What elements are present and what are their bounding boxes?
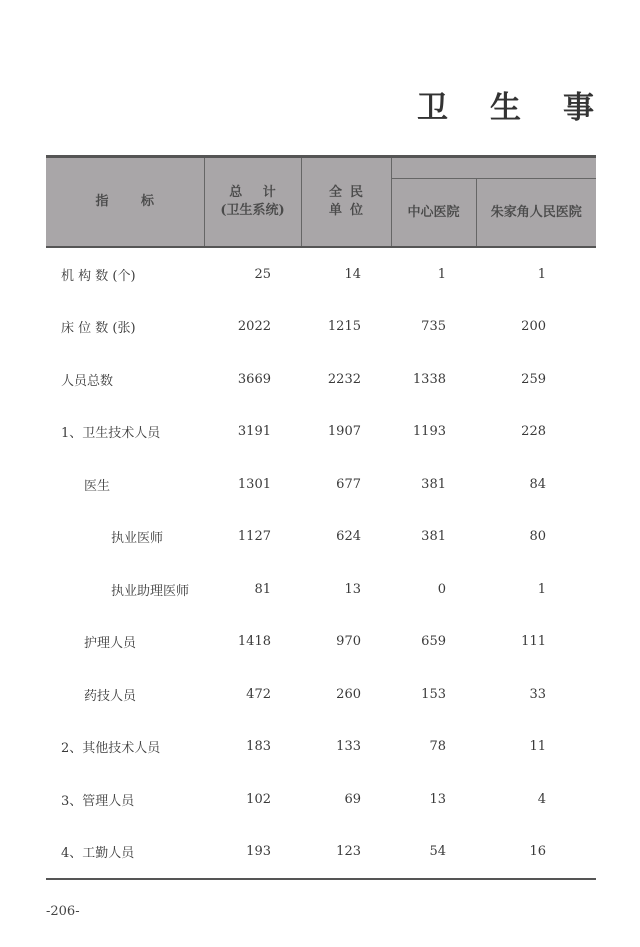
cell-value: 4 bbox=[537, 791, 546, 807]
row-label: 执业医师 bbox=[111, 531, 164, 547]
cell-value: 1301 bbox=[237, 476, 271, 492]
cell-value: 200 bbox=[521, 319, 546, 335]
page-number: -206- bbox=[46, 904, 80, 919]
table-row bbox=[46, 616, 596, 669]
cell-value: 33 bbox=[529, 686, 546, 702]
cell-value: 0 bbox=[437, 581, 446, 597]
header-state-units: 全民 单位 bbox=[301, 157, 391, 248]
row-label: 医生 bbox=[84, 478, 111, 494]
cell-value: 84 bbox=[529, 476, 546, 492]
cell-value: 78 bbox=[429, 739, 446, 755]
heading-char: 卫 bbox=[417, 90, 448, 126]
table-header bbox=[46, 157, 596, 248]
cell-value: 13 bbox=[429, 791, 446, 807]
cell-value: 381 bbox=[421, 529, 446, 545]
table-row bbox=[46, 668, 596, 721]
table-row bbox=[46, 721, 596, 774]
cell-value: 1 bbox=[537, 581, 546, 597]
table-body bbox=[46, 247, 596, 879]
row-label: 3、管理人员 bbox=[61, 793, 135, 809]
row-label: 床 位 数 (张) bbox=[61, 321, 136, 337]
cell-value: 1338 bbox=[412, 371, 446, 387]
heading-char: 生 bbox=[490, 90, 521, 126]
header-indicator: 指 标 bbox=[46, 157, 204, 248]
cell-value: 677 bbox=[336, 476, 361, 492]
health-statistics-table bbox=[46, 155, 596, 880]
cell-value: 54 bbox=[391, 826, 476, 880]
table-row bbox=[46, 406, 596, 459]
row-label: 执业助理医师 bbox=[111, 583, 190, 599]
row-label: 药技人员 bbox=[84, 688, 137, 704]
cell-value: 1127 bbox=[237, 529, 271, 545]
cell-value: 123 bbox=[301, 826, 391, 880]
cell-value: 259 bbox=[521, 371, 546, 387]
table-row bbox=[46, 353, 596, 406]
row-label: 护理人员 bbox=[84, 636, 137, 652]
header-zhujiajiao-hospital: 朱家角人民医院 bbox=[476, 179, 596, 247]
header-total: 总 计 (卫生系统) bbox=[204, 157, 301, 248]
cell-value: 970 bbox=[336, 634, 361, 650]
cell-value: 228 bbox=[521, 424, 546, 440]
cell-value: 1418 bbox=[237, 634, 271, 650]
cell-value: 1 bbox=[537, 266, 546, 282]
cell-value: 80 bbox=[529, 529, 546, 545]
table-row bbox=[46, 511, 596, 564]
cell-value: 183 bbox=[246, 739, 271, 755]
table-row bbox=[46, 563, 596, 616]
cell-value: 2022 bbox=[237, 319, 271, 335]
cell-value: 1907 bbox=[327, 424, 361, 440]
cell-value: 25 bbox=[254, 266, 271, 282]
table-row bbox=[46, 458, 596, 511]
cell-value: 3191 bbox=[237, 424, 271, 440]
cell-value: 472 bbox=[246, 686, 271, 702]
cell-value: 11 bbox=[529, 739, 546, 755]
cell-value: 81 bbox=[254, 581, 271, 597]
cell-value: 1193 bbox=[412, 424, 446, 440]
table-row bbox=[46, 301, 596, 354]
cell-value: 102 bbox=[246, 791, 271, 807]
cell-value: 13 bbox=[344, 581, 361, 597]
row-label: 机 构 数 (个) bbox=[61, 268, 136, 284]
heading-char: 事 bbox=[563, 90, 594, 126]
cell-value: 260 bbox=[336, 686, 361, 702]
table-row bbox=[46, 773, 596, 826]
cell-value: 133 bbox=[336, 739, 361, 755]
row-label: 人员总数 bbox=[61, 373, 114, 389]
row-label: 2、其他技术人员 bbox=[61, 741, 161, 757]
cell-value: 381 bbox=[421, 476, 446, 492]
header-hospital-group bbox=[391, 157, 596, 179]
table-row bbox=[46, 247, 596, 301]
cell-value: 111 bbox=[521, 634, 546, 650]
cell-value: 2232 bbox=[327, 371, 361, 387]
cell-value: 69 bbox=[344, 791, 361, 807]
cell-value: 659 bbox=[421, 634, 446, 650]
table-row bbox=[46, 826, 596, 880]
cell-value: 153 bbox=[421, 686, 446, 702]
cell-value: 193 bbox=[204, 826, 301, 880]
cell-value: 16 bbox=[476, 826, 596, 880]
cell-value: 14 bbox=[344, 266, 361, 282]
row-label: 4、工勤人员 bbox=[46, 826, 204, 880]
cell-value: 1 bbox=[437, 266, 446, 282]
page-heading bbox=[417, 82, 594, 127]
cell-value: 3669 bbox=[237, 371, 271, 387]
header-center-hospital: 中心医院 bbox=[391, 179, 476, 247]
row-label: 1、卫生技术人员 bbox=[61, 426, 161, 442]
cell-value: 624 bbox=[336, 529, 361, 545]
cell-value: 735 bbox=[421, 319, 446, 335]
cell-value: 1215 bbox=[327, 319, 361, 335]
